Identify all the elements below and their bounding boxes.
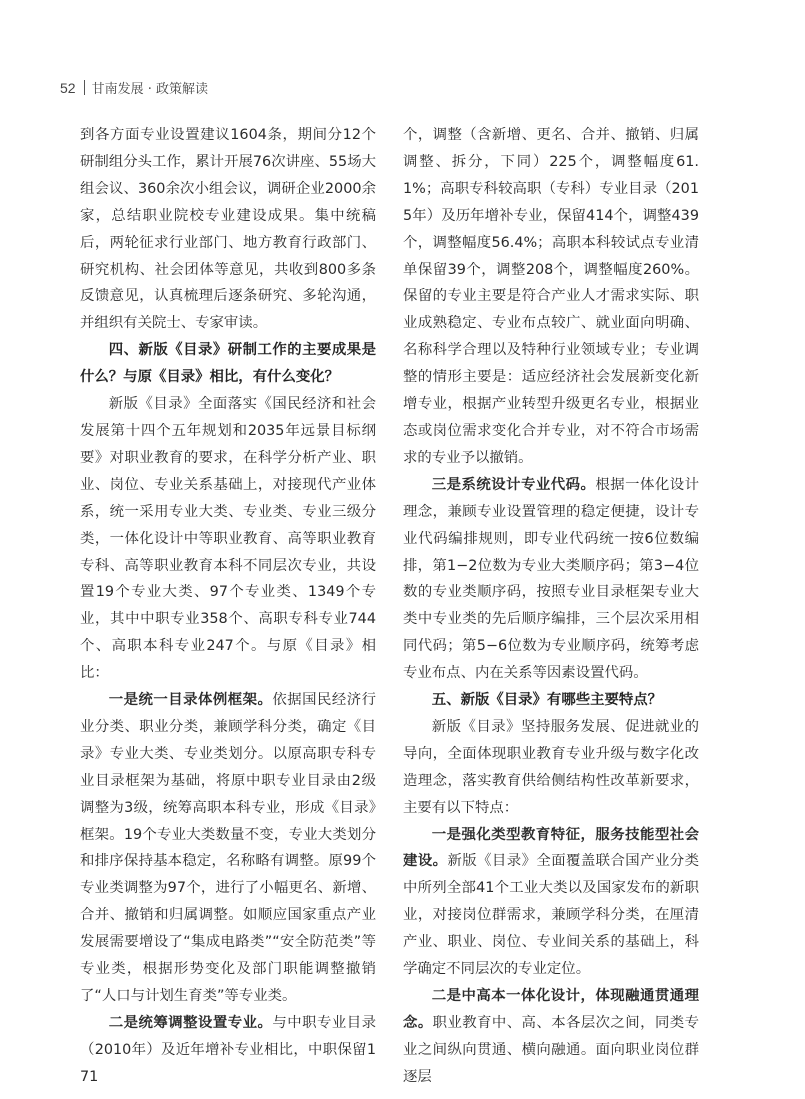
lead-adjust-majors: 二是统筹调整设置专业。 [108,1014,273,1031]
body-adjust-majors: 与中职专业目录（2010年）及近年增补专业相比，中职保留171 [80,1014,376,1085]
paragraph-features-intro: 新版《目录》坚持服务发展、促进就业的导向，全面体现职业教育专业升级与数字化改造理念，落实教育供给侧结构性改革新要求，主要有以下特点： [403,718,699,816]
running-header [60,78,208,97]
lead-unified-framework: 一是统一目录体例框架。 [108,692,273,709]
paragraph-type-education [403,822,699,983]
body-integration: 职业教育中、高、本各层次之间，同类专业之间纵向贯通、横向融通。面向职业岗位群逐层 [403,1014,699,1085]
paragraph-main-results: 新版《目录》全面落实《国民经济和社会发展第十四个五年规划和2035年远景目标纲要》对职业教育的要求，在科学分析产业、职业、岗位、专业关系基础上，对接现代产业体系，统一采用专业大类、专业类、专业三级分类，一体化设计中等职业教育、高等职业教育专科、高等职业教育本科不同层次专业，共设置19个专业大类、97个专业类、1349个专业，其中中职专业358个、高职专科专业744个、高职本科专业247个。与原《目录》相比： [80,396,376,682]
running-title: 甘南发展 · 政策解读 [91,82,208,97]
paragraph-unified-framework [80,687,376,1010]
header-divider [84,80,85,95]
lead-type-education: 一是强化类型教育特征，服务技能型社会建设。 [403,826,699,870]
paragraph-integration [403,983,699,1091]
page-number: 52 [60,79,76,96]
body-type-education: 新版《目录》全面覆盖联合国产业分类中所列全部41个工业大类以及国家发布的新职业，对接岗位群需求，兼顾学科分类，在厘清产业、职业、岗位、专业间关系的基础上，科学确定不同层次的专业定位。 [403,853,699,978]
lead-integration: 二是中高本一体化设计，体现融通贯通理念。 [403,988,699,1031]
section-heading-5: 五、新版《目录》有哪些主要特点？ [431,692,663,709]
lead-major-codes: 三是系统设计专业代码。 [431,476,596,493]
body-major-codes: 根据一体化设计理念，兼顾专业设置管理的稳定便捷，设计专业代码编排规则，即专业代码统一按6位数编排，第1−2位数为专业大类顺序码；第3−4位数的专业类顺序码，按照专业目录框架专业大类中专业类的先后顺序编排，三个层次采用相同代码；第5−6位数为专业顺序码，统筹考虑专业布点、内在关系等因素设置代码。 [403,476,699,682]
paragraph-adjust-majors [80,1010,376,1091]
left-column [80,122,376,1091]
section-heading-4: 四、新版《目录》研制工作的主要成果是什么？与原《目录》相比，有什么变化？ [80,342,376,386]
paragraph-consultation: 到各方面专业设置建议1604条，期间分12个研制组分头工作，累计开展76次讲座、55场大组会议、360余次小组会议，调研企业2000余家，总结职业院校专业建设成果。集中统稿后，两轮征求行业部门、地方教育行政部门、研究机构、社会团体等意见，共收到800多条反馈意见，认真梳理后逐条研究、多轮沟通，并组织有关院士、专家审读。 [80,127,376,332]
paragraph-major-codes [403,472,699,687]
body-unified-framework: 依据国民经济行业分类、职业分类，兼顾学科分类，确定《目录》专业大类、专业类划分。以原高职专科专业目录框架为基础，将原中职专业目录由2级调整为3级，统筹高职本科专业，形成《目录》框架。19个专业大类数量不变，专业大类划分和排序保持基本稳定，名称略有调整。原99个专业类调整为97个，进行了小幅更名、新增、合并、撤销和归属调整。如顺应国家重点产业发展需要增设了“集成电路类”“安全防范类”等专业类，根据形势变化及部门职能调整撤销了“人口与计划生育类”等专业类。 [80,692,376,1004]
paragraph-adjust-continued: 个，调整（含新增、更名、合并、撤销、归属调整、拆分，下同）225个，调整幅度61.1%；高职专科较高职（专科）专业目录（2015年）及历年增补专业，保留414个，调整439个，调整幅度56.4%；高职本科较试点专业清单保留39个，调整208个，调整幅度260%。保留的专业主要是符合产业人才需求实际、职业成熟稳定、专业布点较广、就业面向明确、名称科学合理以及特种行业领域专业；专业调整的情形主要是：适应经济社会发展新变化新增专业，根据产业转型升级更名专业，根据业态或岗位需求变化合并专业，对不符合市场需求的专业予以撤销。 [403,127,699,466]
right-column [403,122,699,1091]
